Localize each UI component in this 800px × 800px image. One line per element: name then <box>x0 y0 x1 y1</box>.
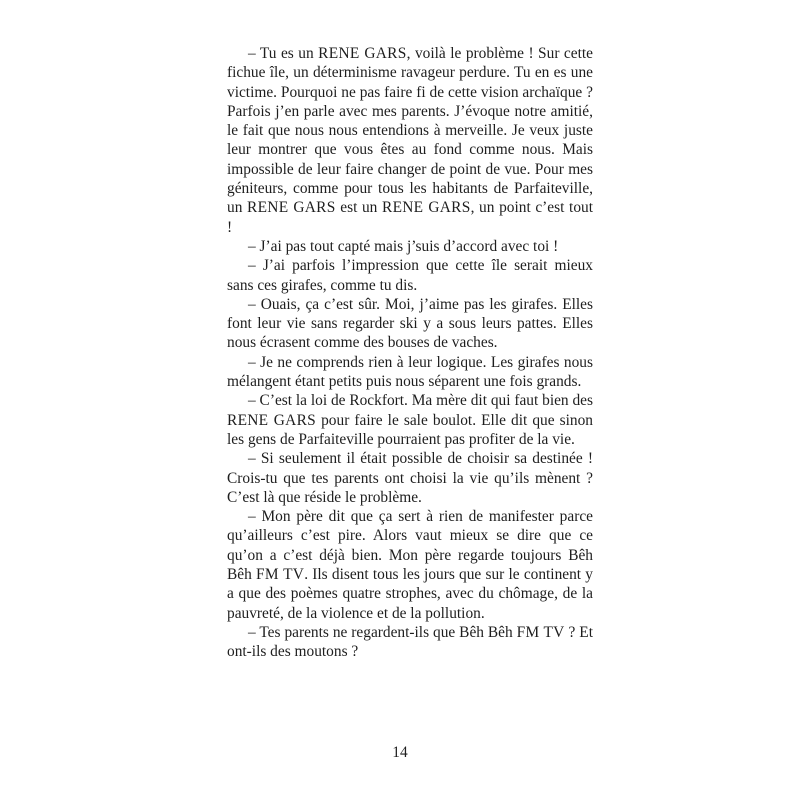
dialogue-paragraph <box>227 353 593 392</box>
small-caps-text: FM TV <box>516 623 565 641</box>
paragraph-text: – Mon père dit que ça sert à rien de manifester parce qu’ailleurs c’est pire. Alors vaut mieux se dire que ce qu’on a c’est déjà bien. Mon père regarde toujours Bêh Bêh <box>227 508 593 584</box>
paragraph-text: – J’ai pas tout capté mais j’suis d’accord avec toi ! <box>248 237 559 255</box>
dialogue-paragraph <box>227 237 593 256</box>
paragraph-text: , un point c’est tout ! <box>227 199 593 236</box>
small-caps-text: FM TV <box>256 566 305 584</box>
paragraph-text: – Si seulement il était possible de choisir sa destinée ! Crois-tu que tes parents ont choisi la vie qu’ils mènent ? C’est là que réside le problème. <box>227 450 593 506</box>
paragraph-text: . Ils disent tous les jours que sur le continent y a que des poèmes quatre strophes, avec du chômage, de la pauvreté, de la violence et de la pollution. <box>227 566 593 622</box>
dialogue-paragraph <box>227 507 593 623</box>
small-caps-text: RENE GARS <box>318 45 407 62</box>
page-number: 14 <box>392 744 408 761</box>
dialogue-paragraph <box>227 623 593 662</box>
paragraph-text: – J’ai parfois l’impression que cette île serait mieux sans ces girafes, comme tu dis. <box>227 257 593 294</box>
body-text <box>227 44 593 662</box>
dialogue-paragraph <box>227 391 593 449</box>
paragraph-text: – C’est la loi de Rockfort. Ma mère dit qui faut bien des <box>248 392 593 410</box>
small-caps-text: RENE GARS <box>247 199 336 217</box>
small-caps-text: RENE GARS <box>382 199 471 217</box>
dialogue-paragraph <box>227 449 593 507</box>
paragraph-text: – Tes parents ne regardent-ils que Bêh Bêh <box>248 623 517 641</box>
paragraph-text: ? Et ont-ils des moutons ? <box>227 623 593 661</box>
paragraph-text: – Je ne comprends rien à leur logique. Les girafes nous mélangent étant petits puis nous séparent une fois grands. <box>227 353 593 391</box>
paragraph-text: pour faire le sale boulot. Elle dit que sinon les gens de Parfaiteville pourraient pas profiter de la vie. <box>227 411 593 448</box>
dialogue-paragraph <box>227 295 593 353</box>
small-caps-text: RENE GARS <box>227 411 317 429</box>
paragraph-text: , voilà le problème ! Sur cette fichue île, un déterminisme ravageur perdure. Tu en es une victime. Pourquoi ne pas faire fi de cette vision archaïque ? Parfois j’en parle avec mes parents. J’évoque notre amitié, le fait que nous nous entendions à merveille. Je veux juste leur montrer que vous êtes au fond comme nous. Mais impossible de leur faire changer de point de vue. Pour mes géniteurs, comme pour tous les habitants de Parfaiteville, un <box>227 45 593 217</box>
paragraph-text: est un <box>335 199 382 217</box>
paragraph-text: – Ouais, ça c’est sûr. Moi, j’aime pas les girafes. Elles font leur vie sans regarder ski y a sous leurs pattes. Elles nous écrasent comme des bouses de vaches. <box>227 295 593 352</box>
dialogue-paragraph <box>227 256 593 295</box>
dialogue-paragraph <box>227 44 593 237</box>
paragraph-text: – Tu es un <box>248 45 319 62</box>
